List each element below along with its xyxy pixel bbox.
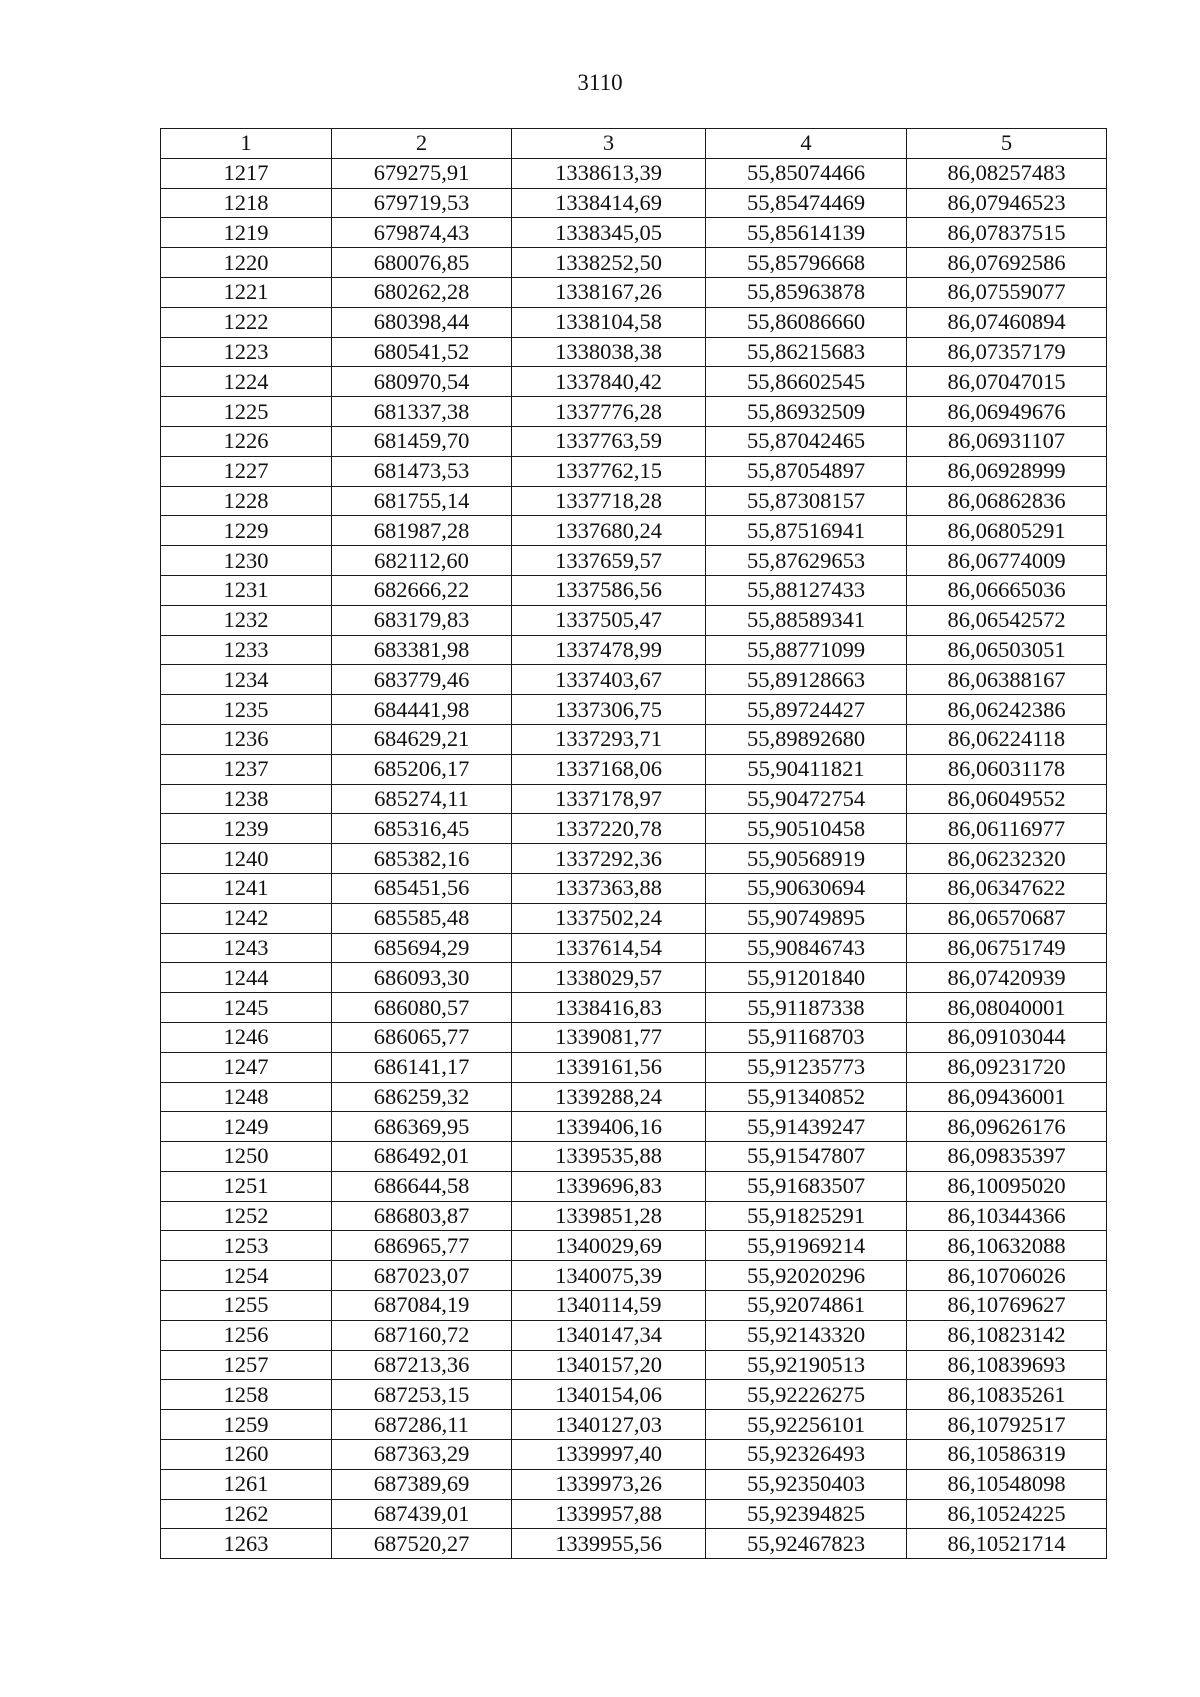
table-cell-col-5: 86,07559077 (907, 277, 1107, 307)
table-cell-col-1: 1255 (161, 1291, 332, 1321)
table-cell-col-1: 1261 (161, 1469, 332, 1499)
table-cell-col-3: 1337293,71 (512, 724, 706, 754)
table-header (161, 129, 1107, 159)
table-cell-col-3: 1340154,06 (512, 1380, 706, 1410)
table-cell-col-5: 86,06862836 (907, 486, 1107, 516)
table-cell-col-3: 1337614,54 (512, 933, 706, 963)
table-cell-col-3: 1338414,69 (512, 188, 706, 218)
table-cell-col-4: 55,87516941 (706, 516, 907, 546)
table-cell-col-5: 86,10344366 (907, 1201, 1107, 1231)
table-cell-col-3: 1338167,26 (512, 277, 706, 307)
table-row (161, 1320, 1107, 1350)
table-cell-col-1: 1224 (161, 367, 332, 397)
table-row (161, 1440, 1107, 1470)
table-cell-col-1: 1226 (161, 426, 332, 456)
column-header-5: 5 (907, 129, 1107, 159)
table-cell-col-1: 1244 (161, 963, 332, 993)
table-cell-col-3: 1340157,20 (512, 1350, 706, 1380)
table-cell-col-4: 55,91201840 (706, 963, 907, 993)
table-row (161, 1261, 1107, 1291)
table-cell-col-4: 55,88771099 (706, 635, 907, 665)
table-row (161, 367, 1107, 397)
table-cell-col-1: 1256 (161, 1320, 332, 1350)
column-header-1: 1 (161, 129, 332, 159)
table-cell-col-4: 55,90630694 (706, 873, 907, 903)
table-cell-col-2: 680076,85 (332, 248, 512, 278)
table-cell-col-3: 1337502,24 (512, 903, 706, 933)
column-header-2: 2 (332, 129, 512, 159)
table-cell-col-2: 687084,19 (332, 1291, 512, 1321)
table-row (161, 248, 1107, 278)
table-cell-col-1: 1246 (161, 1022, 332, 1052)
table-cell-col-1: 1220 (161, 248, 332, 278)
table-cell-col-3: 1337168,06 (512, 754, 706, 784)
table-cell-col-5: 86,06242386 (907, 695, 1107, 725)
table-cell-col-2: 683779,46 (332, 665, 512, 695)
table-cell-col-5: 86,06224118 (907, 724, 1107, 754)
table-cell-col-3: 1340114,59 (512, 1291, 706, 1321)
table-cell-col-3: 1338029,57 (512, 963, 706, 993)
table-row (161, 1112, 1107, 1142)
table-cell-col-1: 1239 (161, 814, 332, 844)
table-cell-col-4: 55,91825291 (706, 1201, 907, 1231)
table-cell-col-3: 1339161,56 (512, 1052, 706, 1082)
table-row (161, 307, 1107, 337)
table-cell-col-1: 1240 (161, 844, 332, 874)
table-cell-col-3: 1337306,75 (512, 695, 706, 725)
table-cell-col-4: 55,90568919 (706, 844, 907, 874)
table-cell-col-3: 1337659,57 (512, 546, 706, 576)
table-cell-col-3: 1337363,88 (512, 873, 706, 903)
table-row (161, 754, 1107, 784)
table-cell-col-2: 682112,60 (332, 546, 512, 576)
table-cell-col-2: 684629,21 (332, 724, 512, 754)
table-cell-col-5: 86,06049552 (907, 784, 1107, 814)
page-number: 3110 (577, 70, 623, 95)
table-cell-col-1: 1229 (161, 516, 332, 546)
table-cell-col-1: 1258 (161, 1380, 332, 1410)
table-cell-col-2: 686803,87 (332, 1201, 512, 1231)
table-row (161, 1022, 1107, 1052)
table-cell-col-4: 55,91683507 (706, 1171, 907, 1201)
table-cell-col-3: 1337840,42 (512, 367, 706, 397)
table-cell-col-5: 86,10706026 (907, 1261, 1107, 1291)
table-cell-col-3: 1337178,97 (512, 784, 706, 814)
table-cell-col-1: 1223 (161, 337, 332, 367)
table-cell-col-4: 55,91547807 (706, 1142, 907, 1172)
table-cell-col-2: 687439,01 (332, 1499, 512, 1529)
column-header-3: 3 (512, 129, 706, 159)
table-cell-col-4: 55,91187338 (706, 993, 907, 1023)
table-cell-col-3: 1338613,39 (512, 158, 706, 188)
table-cell-col-1: 1230 (161, 546, 332, 576)
table-cell-col-5: 86,10521714 (907, 1529, 1107, 1559)
table-row (161, 635, 1107, 665)
table-cell-col-3: 1339696,83 (512, 1171, 706, 1201)
table-cell-col-1: 1225 (161, 397, 332, 427)
table-cell-col-2: 687520,27 (332, 1529, 512, 1559)
table-cell-col-4: 55,92074861 (706, 1291, 907, 1321)
table-cell-col-1: 1238 (161, 784, 332, 814)
table-cell-col-5: 86,06774009 (907, 546, 1107, 576)
table-cell-col-5: 86,09626176 (907, 1112, 1107, 1142)
table-cell-col-3: 1337763,59 (512, 426, 706, 456)
table-cell-col-2: 680970,54 (332, 367, 512, 397)
table-cell-col-3: 1339288,24 (512, 1082, 706, 1112)
table-cell-col-4: 55,91439247 (706, 1112, 907, 1142)
table-row (161, 1291, 1107, 1321)
table-cell-col-3: 1337680,24 (512, 516, 706, 546)
table-row (161, 1380, 1107, 1410)
table-cell-col-5: 86,10524225 (907, 1499, 1107, 1529)
table-cell-col-1: 1251 (161, 1171, 332, 1201)
table-cell-col-3: 1339957,88 (512, 1499, 706, 1529)
table-cell-col-1: 1253 (161, 1231, 332, 1261)
table-row (161, 188, 1107, 218)
table-row (161, 575, 1107, 605)
table-cell-col-5: 86,10792517 (907, 1410, 1107, 1440)
table-cell-col-5: 86,06542572 (907, 605, 1107, 635)
table-cell-col-2: 685382,16 (332, 844, 512, 874)
table-cell-col-4: 55,90472754 (706, 784, 907, 814)
table-row (161, 277, 1107, 307)
table-row (161, 1142, 1107, 1172)
table-cell-col-2: 686965,77 (332, 1231, 512, 1261)
table-cell-col-1: 1218 (161, 188, 332, 218)
table-row (161, 337, 1107, 367)
table-cell-col-4: 55,92467823 (706, 1529, 907, 1559)
table-cell-col-1: 1262 (161, 1499, 332, 1529)
table-cell-col-2: 682666,22 (332, 575, 512, 605)
table-cell-col-4: 55,85614139 (706, 218, 907, 248)
table-cell-col-1: 1233 (161, 635, 332, 665)
table-cell-col-4: 55,87042465 (706, 426, 907, 456)
table-cell-col-4: 55,90411821 (706, 754, 907, 784)
table-cell-col-5: 86,10586319 (907, 1440, 1107, 1470)
table-row (161, 993, 1107, 1023)
table-cell-col-5: 86,07420939 (907, 963, 1107, 993)
table-cell-col-2: 686141,17 (332, 1052, 512, 1082)
table-cell-col-5: 86,06232320 (907, 844, 1107, 874)
table-cell-col-5: 86,10835261 (907, 1380, 1107, 1410)
table-cell-col-1: 1241 (161, 873, 332, 903)
table-cell-col-5: 86,07460894 (907, 307, 1107, 337)
table-cell-col-2: 687160,72 (332, 1320, 512, 1350)
table-row (161, 546, 1107, 576)
table-cell-col-4: 55,92226275 (706, 1380, 907, 1410)
table-cell-col-4: 55,90749895 (706, 903, 907, 933)
table-cell-col-1: 1249 (161, 1112, 332, 1142)
table-cell-col-3: 1337776,28 (512, 397, 706, 427)
table-cell-col-5: 86,06347622 (907, 873, 1107, 903)
table-cell-col-4: 55,85074466 (706, 158, 907, 188)
table-row (161, 1201, 1107, 1231)
table-cell-col-4: 55,85963878 (706, 277, 907, 307)
table-cell-col-1: 1254 (161, 1261, 332, 1291)
table-cell-col-3: 1337478,99 (512, 635, 706, 665)
table-cell-col-1: 1263 (161, 1529, 332, 1559)
table-cell-col-1: 1252 (161, 1201, 332, 1231)
table-cell-col-1: 1237 (161, 754, 332, 784)
table-cell-col-3: 1338252,50 (512, 248, 706, 278)
table-cell-col-5: 86,10548098 (907, 1469, 1107, 1499)
table-row (161, 1052, 1107, 1082)
table-cell-col-3: 1339406,16 (512, 1112, 706, 1142)
table-cell-col-4: 55,86215683 (706, 337, 907, 367)
table-cell-col-3: 1340075,39 (512, 1261, 706, 1291)
table-cell-col-3: 1339535,88 (512, 1142, 706, 1172)
table-cell-col-3: 1337586,56 (512, 575, 706, 605)
table-cell-col-2: 687389,69 (332, 1469, 512, 1499)
table-row (161, 873, 1107, 903)
table-row (161, 844, 1107, 874)
table-cell-col-1: 1221 (161, 277, 332, 307)
table-cell-col-2: 685206,17 (332, 754, 512, 784)
table-cell-col-3: 1339973,26 (512, 1469, 706, 1499)
table-row (161, 1171, 1107, 1201)
table-cell-col-1: 1248 (161, 1082, 332, 1112)
table-cell-col-2: 679719,53 (332, 188, 512, 218)
table-row (161, 665, 1107, 695)
table-cell-col-2: 686080,57 (332, 993, 512, 1023)
table-row (161, 426, 1107, 456)
table-cell-col-1: 1250 (161, 1142, 332, 1172)
table-row (161, 1499, 1107, 1529)
table-cell-col-2: 679874,43 (332, 218, 512, 248)
table-cell-col-5: 86,09231720 (907, 1052, 1107, 1082)
table-row (161, 158, 1107, 188)
table-cell-col-2: 680262,28 (332, 277, 512, 307)
table-cell-col-1: 1217 (161, 158, 332, 188)
table-cell-col-3: 1340147,34 (512, 1320, 706, 1350)
table-cell-col-5: 86,06805291 (907, 516, 1107, 546)
table-row (161, 784, 1107, 814)
table-cell-col-1: 1259 (161, 1410, 332, 1440)
table-row (161, 1350, 1107, 1380)
table-cell-col-2: 685274,11 (332, 784, 512, 814)
table-cell-col-3: 1339997,40 (512, 1440, 706, 1470)
table-cell-col-5: 86,07357179 (907, 337, 1107, 367)
table-cell-col-4: 55,91340852 (706, 1082, 907, 1112)
table-cell-col-1: 1242 (161, 903, 332, 933)
table-cell-col-1: 1232 (161, 605, 332, 635)
table-cell-col-1: 1227 (161, 456, 332, 486)
table-cell-col-3: 1339955,56 (512, 1529, 706, 1559)
table-row (161, 963, 1107, 993)
table-cell-col-3: 1337403,67 (512, 665, 706, 695)
table-cell-col-2: 681459,70 (332, 426, 512, 456)
table-cell-col-2: 685451,56 (332, 873, 512, 903)
table-cell-col-5: 86,09436001 (907, 1082, 1107, 1112)
table-cell-col-5: 86,06388167 (907, 665, 1107, 695)
table-cell-col-4: 55,85474469 (706, 188, 907, 218)
table-cell-col-1: 1228 (161, 486, 332, 516)
table-cell-col-4: 55,86932509 (706, 397, 907, 427)
table-cell-col-5: 86,07692586 (907, 248, 1107, 278)
table-cell-col-5: 86,09103044 (907, 1022, 1107, 1052)
table-cell-col-2: 683381,98 (332, 635, 512, 665)
table-cell-col-2: 686644,58 (332, 1171, 512, 1201)
table-cell-col-1: 1236 (161, 724, 332, 754)
table-cell-col-4: 55,89724427 (706, 695, 907, 725)
table-cell-col-3: 1337718,28 (512, 486, 706, 516)
table-row (161, 903, 1107, 933)
table-cell-col-2: 680398,44 (332, 307, 512, 337)
table-cell-col-4: 55,89892680 (706, 724, 907, 754)
table-cell-col-2: 684441,98 (332, 695, 512, 725)
table-cell-col-5: 86,06949676 (907, 397, 1107, 427)
table-cell-col-2: 686093,30 (332, 963, 512, 993)
table-cell-col-4: 55,87308157 (706, 486, 907, 516)
table-cell-col-3: 1338038,38 (512, 337, 706, 367)
table-cell-col-1: 1235 (161, 695, 332, 725)
table-cell-col-4: 55,92256101 (706, 1410, 907, 1440)
table-cell-col-2: 686369,95 (332, 1112, 512, 1142)
table-cell-col-3: 1340127,03 (512, 1410, 706, 1440)
table-body (161, 158, 1107, 1558)
table-cell-col-4: 55,91969214 (706, 1231, 907, 1261)
table-cell-col-4: 55,88127433 (706, 575, 907, 605)
table-cell-col-3: 1339081,77 (512, 1022, 706, 1052)
table-cell-col-1: 1257 (161, 1350, 332, 1380)
table-cell-col-4: 55,88589341 (706, 605, 907, 635)
table-cell-col-4: 55,91168703 (706, 1022, 907, 1052)
table-cell-col-5: 86,07946523 (907, 188, 1107, 218)
table-cell-col-3: 1340029,69 (512, 1231, 706, 1261)
table-cell-col-3: 1337505,47 (512, 605, 706, 635)
table-cell-col-2: 685316,45 (332, 814, 512, 844)
table-cell-col-5: 86,10095020 (907, 1171, 1107, 1201)
table-row (161, 486, 1107, 516)
table-cell-col-1: 1247 (161, 1052, 332, 1082)
table-cell-col-2: 686065,77 (332, 1022, 512, 1052)
table-row (161, 1529, 1107, 1559)
table-row (161, 814, 1107, 844)
table-row (161, 218, 1107, 248)
table-row (161, 516, 1107, 546)
table-row (161, 933, 1107, 963)
column-header-4: 4 (706, 129, 907, 159)
table-cell-col-5: 86,10632088 (907, 1231, 1107, 1261)
table-cell-col-4: 55,91235773 (706, 1052, 907, 1082)
table-row (161, 695, 1107, 725)
table-cell-col-5: 86,06665036 (907, 575, 1107, 605)
table-cell-col-2: 687363,29 (332, 1440, 512, 1470)
table-cell-col-3: 1337292,36 (512, 844, 706, 874)
table-cell-col-3: 1337220,78 (512, 814, 706, 844)
table-cell-col-4: 55,85796668 (706, 248, 907, 278)
table-cell-col-2: 681755,14 (332, 486, 512, 516)
table-cell-col-5: 86,10839693 (907, 1350, 1107, 1380)
table-cell-col-4: 55,92394825 (706, 1499, 907, 1529)
table-cell-col-3: 1338345,05 (512, 218, 706, 248)
table-cell-col-4: 55,89128663 (706, 665, 907, 695)
table-cell-col-5: 86,10823142 (907, 1320, 1107, 1350)
table-cell-col-5: 86,06503051 (907, 635, 1107, 665)
table-cell-col-5: 86,06931107 (907, 426, 1107, 456)
table-cell-col-5: 86,08040001 (907, 993, 1107, 1023)
table-cell-col-5: 86,06751749 (907, 933, 1107, 963)
table-cell-col-2: 686492,01 (332, 1142, 512, 1172)
table-cell-col-5: 86,07837515 (907, 218, 1107, 248)
table-cell-col-3: 1338416,83 (512, 993, 706, 1023)
table-cell-col-5: 86,09835397 (907, 1142, 1107, 1172)
table-cell-col-4: 55,90510458 (706, 814, 907, 844)
table-row (161, 1410, 1107, 1440)
table-cell-col-1: 1243 (161, 933, 332, 963)
table-cell-col-1: 1219 (161, 218, 332, 248)
table-cell-col-1: 1260 (161, 1440, 332, 1470)
table-cell-col-4: 55,92020296 (706, 1261, 907, 1291)
table-cell-col-4: 55,86602545 (706, 367, 907, 397)
table-cell-col-2: 680541,52 (332, 337, 512, 367)
coordinates-table (160, 128, 1107, 1559)
table-row (161, 605, 1107, 635)
table-cell-col-3: 1338104,58 (512, 307, 706, 337)
table-row (161, 397, 1107, 427)
table-cell-col-2: 681987,28 (332, 516, 512, 546)
table-cell-col-5: 86,06031178 (907, 754, 1107, 784)
table-cell-col-4: 55,87629653 (706, 546, 907, 576)
table-cell-col-4: 55,90846743 (706, 933, 907, 963)
table-cell-col-4: 55,92143320 (706, 1320, 907, 1350)
table-cell-col-1: 1231 (161, 575, 332, 605)
table-cell-col-2: 687213,36 (332, 1350, 512, 1380)
table-cell-col-4: 55,92326493 (706, 1440, 907, 1470)
table-cell-col-4: 55,86086660 (706, 307, 907, 337)
table-cell-col-1: 1234 (161, 665, 332, 695)
table-cell-col-4: 55,92190513 (706, 1350, 907, 1380)
table-cell-col-2: 685694,29 (332, 933, 512, 963)
table-row (161, 1469, 1107, 1499)
table-cell-col-1: 1222 (161, 307, 332, 337)
table-row (161, 456, 1107, 486)
table-cell-col-1: 1245 (161, 993, 332, 1023)
table-cell-col-5: 86,06570687 (907, 903, 1107, 933)
table-cell-col-3: 1339851,28 (512, 1201, 706, 1231)
table-cell-col-5: 86,08257483 (907, 158, 1107, 188)
table-cell-col-4: 55,92350403 (706, 1469, 907, 1499)
table-cell-col-5: 86,06928999 (907, 456, 1107, 486)
table-cell-col-2: 685585,48 (332, 903, 512, 933)
table-row (161, 1082, 1107, 1112)
table-cell-col-5: 86,07047015 (907, 367, 1107, 397)
table-cell-col-2: 683179,83 (332, 605, 512, 635)
table-cell-col-2: 687023,07 (332, 1261, 512, 1291)
table-cell-col-2: 681337,38 (332, 397, 512, 427)
header-row (161, 129, 1107, 159)
table-cell-col-2: 686259,32 (332, 1082, 512, 1112)
table-cell-col-5: 86,10769627 (907, 1291, 1107, 1321)
table-cell-col-2: 679275,91 (332, 158, 512, 188)
table-cell-col-5: 86,06116977 (907, 814, 1107, 844)
table-row (161, 724, 1107, 754)
table-cell-col-2: 687253,15 (332, 1380, 512, 1410)
table-cell-col-2: 681473,53 (332, 456, 512, 486)
table-row (161, 1231, 1107, 1261)
table-cell-col-3: 1337762,15 (512, 456, 706, 486)
table-cell-col-4: 55,87054897 (706, 456, 907, 486)
table-cell-col-2: 687286,11 (332, 1410, 512, 1440)
